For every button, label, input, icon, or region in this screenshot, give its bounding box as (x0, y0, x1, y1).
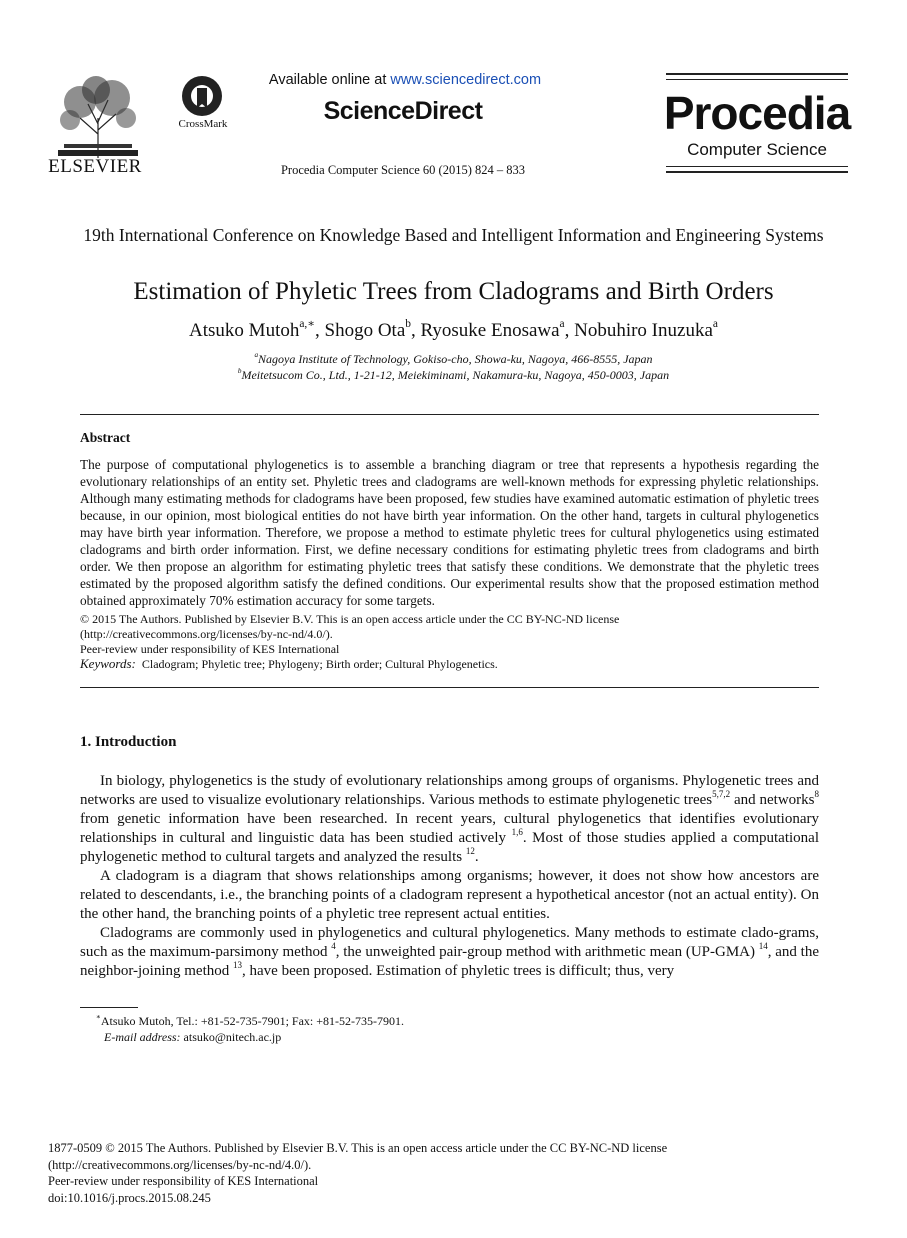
affiliation-text: Meitetsucom Co., Ltd., 1-21-12, Meiekiminami, Nakamura-ku, Nagoya, 450-0003, Japan (241, 368, 670, 382)
citation[interactable]: 1,6 (511, 826, 523, 837)
affiliation-text: Nagoya Institute of Technology, Gokiso-cho, Showa-ku, Nagoya, 466-8555, Japan (258, 352, 653, 366)
available-prefix: Available online at (268, 72, 391, 88)
available-online-line (230, 72, 580, 88)
email-label: E-mail address: (104, 1030, 181, 1044)
text-run: . Most of those studies applied a computational phylogenetic method to cultural targets and analyzed the results (80, 830, 819, 865)
keywords-label: Keywords: (80, 656, 136, 671)
footer-license-link[interactable]: (http://creativecommons.org/licenses/by-nc-nd/4.0/). (48, 1157, 312, 1172)
copyright-line: © 2015 The Authors. Published by Elsevier B.V. This is an open access article under the CC BY-NC-ND license (80, 612, 620, 626)
text-run: and networks (730, 792, 815, 808)
elsevier-tree-logo (50, 74, 146, 158)
affiliation-mark: b (237, 366, 242, 375)
email-address[interactable]: atsuko@nitech.ac.jp (183, 1030, 282, 1044)
procedia-logo-subtitle: Computer Science (687, 140, 827, 159)
crossmark-label: CrossMark (178, 118, 228, 130)
text-run: In biology, phylogenetics is the study of evolutionary relationships among groups of organisms. Phylogenetic trees and networks are used to visualize evolutionary relationships. Various methods to estimate phylogenetic trees (80, 773, 819, 808)
affiliation-a (60, 352, 847, 367)
procedia-logo-rule (666, 171, 848, 173)
keywords-text: Cladogram; Phyletic tree; Phylogeny; Birth order; Cultural Phylogenetics. (141, 657, 498, 671)
section-heading-introduction: 1. Introduction (80, 734, 177, 750)
author-list (60, 317, 847, 342)
journal-reference: Procedia Computer Science 60 (2015) 824 – 833 (280, 163, 526, 177)
procedia-logo-rule (666, 79, 848, 80)
author-separator: , (410, 320, 421, 341)
conference-name: 19th International Conference on Knowledge Based and Intelligent Information and Engineering Systems (83, 225, 824, 245)
procedia-logo-rule (666, 166, 848, 167)
text-run: from genetic information have been researched. In recent years, cultural phylogenetics that identifies evolutionary relationships in cultural and linguistic data has been studied actively (80, 811, 819, 846)
abstract-body: The purpose of computational phylogenetics is to assemble a branching diagram or tree that represents a hypothesis regarding the evolutionary relationships of an entity set. Phyletic trees and cladograms are well-known methods for expressing phyletic relationships. Although many estimating methods for cladograms have been proposed, few studies have examined automatic estimation of phyletic trees because, in our opinion, most biological entities do not have birth year information. On the other hand, targets in cultural phylogenetics may have birth year information. Therefore, we propose a method to estimate phyletic trees for cultural phylogenetics using estimated cladograms and birth order information. First, we define necessary conditions for estimating phyletic trees from cladograms and birth order. We then propose an algorithm for estimating phyletic trees that satisfy these conditions. We demonstrate that the phyletic trees estimated by the proposed algorithm satisfy the defined conditions. Our experimental results show that the proposed estimation method obtained approximately 70% estimation accuracy for some targets. (80, 457, 819, 608)
paragraph (80, 772, 819, 867)
paper-title: Estimation of Phyletic Trees from Cladograms and Birth Orders (133, 278, 774, 305)
footer-peer-review: Peer-review under responsibility of KES International (48, 1174, 319, 1188)
author-affiliation-mark: a (712, 317, 718, 330)
corresponding-author-footnote (96, 1013, 796, 1045)
text-run: Cladograms are commonly used in phylogenetics and cultural phylogenetics. Many methods to estimate clado-grams, such as the maximum-parsimony method (80, 925, 819, 960)
citation[interactable]: 14 (758, 940, 768, 951)
crossmark-icon[interactable] (178, 74, 226, 122)
sciencedirect-link[interactable]: www.sciencedirect.com (390, 72, 542, 88)
author-affiliation-mark: a (559, 317, 565, 330)
citation[interactable]: 5,7,2 (712, 788, 731, 799)
author-affiliation-mark: a,∗ (299, 317, 316, 330)
author-name: Shogo Ota (324, 320, 406, 341)
citation[interactable]: 13 (233, 959, 243, 970)
footnote-contact: Atsuko Mutoh, Tel.: +81-52-735-7901; Fax: +81-52-735-7901. (100, 1014, 405, 1028)
author-name: Ryosuke Enosawa (420, 320, 560, 341)
footnote-rule (80, 1007, 138, 1008)
footer-doi[interactable]: doi:10.1016/j.procs.2015.08.245 (48, 1190, 211, 1205)
license-link[interactable]: (http://creativecommons.org/licenses/by-nc-nd/4.0/). (80, 627, 333, 641)
affiliation-mark: a (254, 350, 259, 359)
text-run: , and the neighbor-joining method (80, 944, 819, 979)
procedia-logo-title: Procedia (663, 87, 851, 139)
abstract-top-rule (80, 414, 819, 415)
footnote-mark: ∗ (96, 1012, 101, 1021)
paragraph: A cladogram is a diagram that shows relationships among organisms; however, it does not show how ancestors are related to descendants, i.e., the branching points of a cladogram represent a hypothetical ancestor (not an actual entity). On the other hand, the branching points of a phyletic tree represent actual entities. (80, 868, 819, 922)
affiliation-b (60, 368, 847, 383)
peer-review-line: Peer-review under responsibility of KES International (80, 642, 340, 656)
page-footer (48, 1140, 848, 1206)
elsevier-wordmark: ELSEVIER (48, 156, 142, 177)
citation[interactable]: 4 (331, 940, 336, 951)
keywords-line (80, 656, 819, 672)
paragraph (80, 924, 819, 981)
footer-issn-line: 1877-0509 © 2015 The Authors. Published by Elsevier B.V. This is an open access article under the CC BY-NC-ND license (48, 1141, 668, 1155)
text-run: , the unweighted pair-group method with arithmetic mean (UP-GMA) (335, 944, 759, 960)
author-name: Nobuhiro Inuzuka (574, 320, 713, 341)
text-run: , have been proposed. Estimation of phyletic trees is difficult; thus, very (242, 963, 675, 979)
text-run: . (474, 849, 479, 865)
procedia-logo-rule (666, 73, 848, 75)
citation[interactable]: 12 (465, 845, 475, 856)
citation[interactable]: 8 (814, 788, 819, 799)
sciencedirect-logo: ScienceDirect (323, 97, 483, 125)
copyright-block (80, 612, 819, 657)
abstract-heading: Abstract (80, 430, 131, 445)
abstract-bottom-rule (80, 687, 819, 688)
author-affiliation-mark: b (405, 317, 411, 330)
author-separator: , (564, 320, 575, 341)
author-separator: , (315, 320, 325, 341)
introduction-body (80, 772, 819, 981)
author-name: Atsuko Mutoh (189, 320, 300, 341)
